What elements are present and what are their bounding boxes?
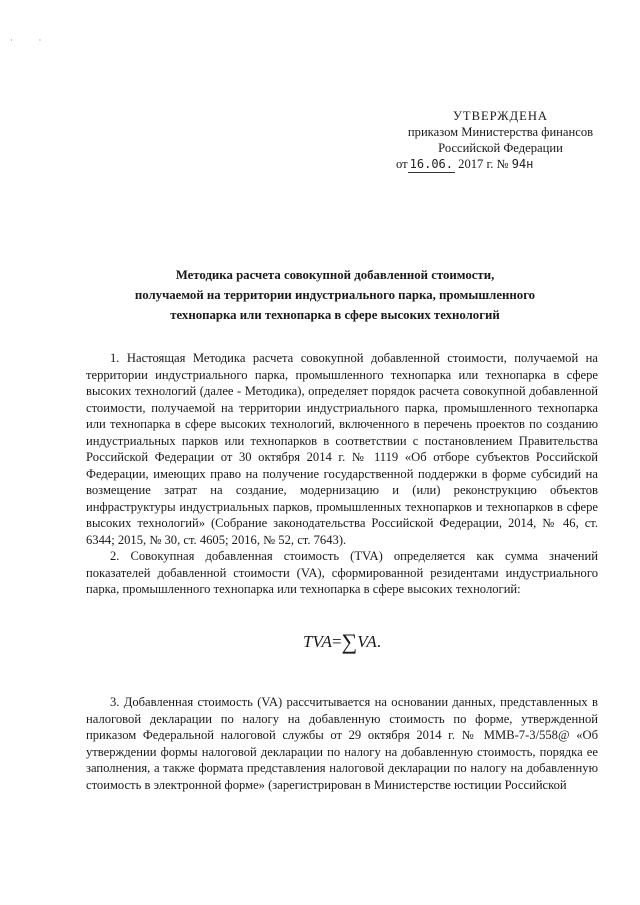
summation-symbol: ∑	[341, 628, 358, 654]
paragraph-1: 1. Настоящая Методика расчета совокупной добавленной стоимости, получаемой на территории индустриального парка, промышленного технопарка или технопарка в сфере высоких технологий (далее - Методика), определяет порядок расчета совокупной добавленной стоимости, получаемой на территории индустриального парка, промышленного технопарка или технопарка в сфере высоких технологий, включенного в перечень проектов по созданию индустриальных парков или технопарков в соответствии с постановлением Правительства Российской Федерации от 30 октября 2014 г. № 1119 «Об отборе субъектов Российской Федерации, имеющих право на получение государственной поддержки в форме субсидий на возмещение затрат на создание, модернизацию и (или) реконструкцию объектов инфраструктуры индустриальных парков, промышленных технопарков и технопарков в сфере высоких технологий» (Собрание законодательства Российской Федерации, 2014, № 46, ст. 6344; 2015, № 30, ст. 4605; 2016, № 52, ст. 7643).	[86, 351, 598, 547]
formula-lhs: TVA	[302, 631, 332, 651]
paragraph-3: 3. Добавленная стоимость (VA) рассчитывается на основании данных, представленных в налоговой декларации по налогу на добавленную стоимость по форме, утвержденной приказом Федеральной налоговой службы от 29 октября 2014 г. № ММВ-7-3/558@ «Об утверждении формы налоговой декларации по налогу на добавленную стоимость, порядка ее заполнения, а также формата представления налоговой декларации по налогу на добавленную стоимость в электронной форме» (зарегистрирован в Министерстве юстиции Российской	[86, 695, 598, 792]
formula-period: .	[376, 631, 381, 651]
handwritten-date: 16.06.	[409, 157, 453, 171]
order-date-line	[388, 156, 613, 173]
order-line: приказом Министерства финансов	[407, 125, 594, 139]
formula-equals: =	[331, 631, 342, 651]
approval-stamp-block	[388, 108, 613, 173]
formula-rhs: VA	[357, 631, 377, 651]
scan-specks: · ·	[10, 36, 54, 45]
document-title	[100, 265, 570, 325]
title-line-1: Методика расчета совокупной добавленной стоимости,	[175, 268, 495, 282]
tva-formula	[86, 628, 598, 654]
approved-heading: УТВЕРЖДЕНА	[452, 109, 549, 123]
title-line-2: получаемой на территории индустриального парка, промышленного	[134, 288, 536, 302]
handwritten-order-number: 94н	[511, 157, 534, 171]
paragraph-2: 2. Совокупная добавленная стоимость (TVA) определяется как сумма значений показателей добавленной стоимости (VA), сформированной резидентами индустриального парка, промышленного технопарка или технопарка в сфере высоких технологий:	[86, 549, 598, 596]
federation-line: Российской Федерации	[438, 141, 563, 155]
date-prefix: от	[396, 157, 408, 171]
document-body	[86, 350, 598, 793]
year-number-label: 2017 г. №	[458, 157, 509, 171]
title-line-3: технопарка или технопарка в сфере высоких технологий	[170, 308, 500, 322]
